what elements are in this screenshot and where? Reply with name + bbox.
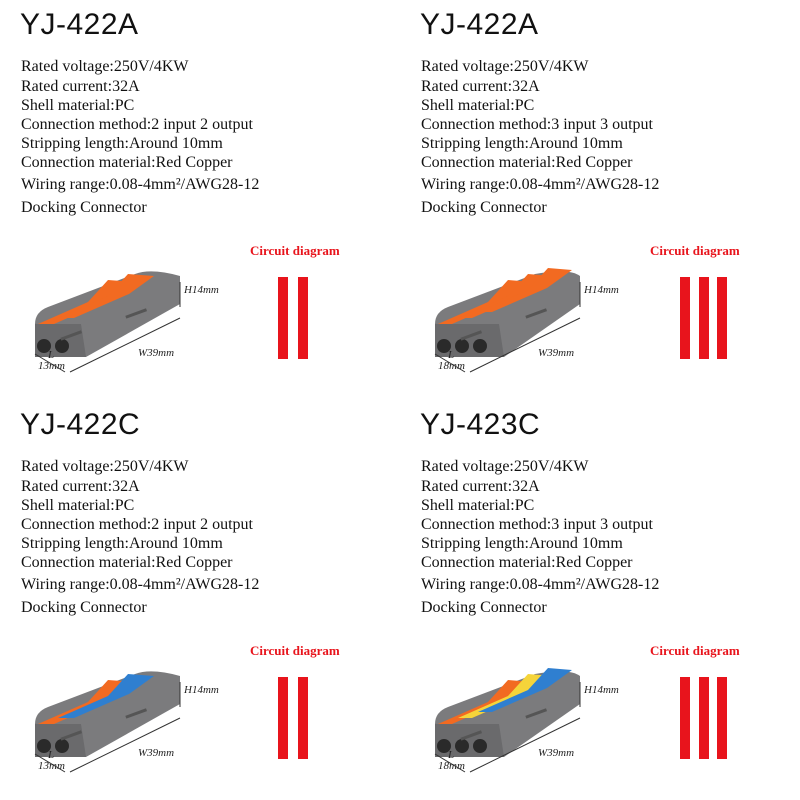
circuit-line xyxy=(680,277,690,359)
spec-line: Stripping length:Around 10mm xyxy=(21,135,223,152)
model-title: YJ-423C xyxy=(420,408,541,441)
width-label: W39mm xyxy=(538,347,575,359)
spec-line: Connection material:Red Copper xyxy=(421,154,633,171)
height-label: H14mm xyxy=(584,284,619,296)
spec-line: Rated current:32A xyxy=(21,478,140,495)
height-label: H14mm xyxy=(584,684,619,696)
model-title: YJ-422C xyxy=(20,408,141,441)
model-title: YJ-422A xyxy=(420,8,539,41)
circuit-line xyxy=(717,677,727,759)
length-label: L xyxy=(48,349,55,361)
spec-line: Stripping length:Around 10mm xyxy=(421,535,623,552)
spec-line: Connection method:3 input 3 output xyxy=(421,116,653,133)
circuit-diagram-label: Circuit diagram xyxy=(650,243,740,258)
spec-line: Docking Connector xyxy=(421,599,547,616)
circuit-line xyxy=(717,277,727,359)
spec-line: Connection material:Red Copper xyxy=(21,554,233,571)
spec-line: Shell material:PC xyxy=(21,497,135,514)
circuit-line xyxy=(699,677,709,759)
length-label: L xyxy=(448,749,455,761)
spec-line: Rated voltage:250V/4KW xyxy=(421,58,589,75)
height-label: H14mm xyxy=(184,684,219,696)
length-value: 13mm xyxy=(38,760,65,772)
circuit-line xyxy=(680,677,690,759)
length-value: 18mm xyxy=(438,360,465,372)
spec-line: Wiring range:0.08-4mm²/AWG28-12 xyxy=(421,576,660,593)
spec-line: Stripping length:Around 10mm xyxy=(421,135,623,152)
spec-line: Rated current:32A xyxy=(21,78,140,95)
circuit-line xyxy=(298,277,308,359)
product-panel xyxy=(400,400,800,800)
circuit-line xyxy=(278,677,288,759)
spec-line: Stripping length:Around 10mm xyxy=(21,535,223,552)
circuit-diagram-label: Circuit diagram xyxy=(650,643,740,658)
length-value: 13mm xyxy=(38,360,65,372)
wire-hole xyxy=(455,339,469,353)
wire-hole xyxy=(473,739,487,753)
circuit-line xyxy=(699,277,709,359)
spec-line: Shell material:PC xyxy=(21,97,135,114)
spec-line: Wiring range:0.08-4mm²/AWG28-12 xyxy=(421,176,660,193)
product-panel xyxy=(400,0,800,400)
spec-line: Connection method:3 input 3 output xyxy=(421,516,653,533)
spec-line: Rated voltage:250V/4KW xyxy=(21,458,189,475)
spec-line: Rated current:32A xyxy=(421,78,540,95)
spec-line: Connection material:Red Copper xyxy=(21,154,233,171)
spec-line: Wiring range:0.08-4mm²/AWG28-12 xyxy=(21,576,260,593)
spec-line: Connection material:Red Copper xyxy=(421,554,633,571)
model-title: YJ-422A xyxy=(20,8,139,41)
circuit-line xyxy=(278,277,288,359)
spec-line: Wiring range:0.08-4mm²/AWG28-12 xyxy=(21,176,260,193)
wire-hole xyxy=(455,739,469,753)
spec-line: Docking Connector xyxy=(21,199,147,216)
spec-line: Rated voltage:250V/4KW xyxy=(21,58,189,75)
circuit-diagram-label: Circuit diagram xyxy=(250,643,340,658)
circuit-line xyxy=(298,677,308,759)
spec-line: Docking Connector xyxy=(421,199,547,216)
spec-line: Connection method:2 input 2 output xyxy=(21,516,253,533)
wire-hole xyxy=(55,739,69,753)
circuit-diagram-label: Circuit diagram xyxy=(250,243,340,258)
wire-hole xyxy=(55,339,69,353)
spec-line: Shell material:PC xyxy=(421,97,535,114)
length-value: 18mm xyxy=(438,760,465,772)
wire-hole xyxy=(473,339,487,353)
height-label: H14mm xyxy=(184,284,219,296)
spec-line: Rated voltage:250V/4KW xyxy=(421,458,589,475)
width-label: W39mm xyxy=(138,347,175,359)
product-panel xyxy=(0,0,400,400)
length-label: L xyxy=(448,349,455,361)
spec-line: Connection method:2 input 2 output xyxy=(21,116,253,133)
spec-line: Docking Connector xyxy=(21,599,147,616)
spec-line: Rated current:32A xyxy=(421,478,540,495)
width-label: W39mm xyxy=(138,747,175,759)
width-label: W39mm xyxy=(538,747,575,759)
product-panel xyxy=(0,400,400,800)
spec-line: Shell material:PC xyxy=(421,497,535,514)
length-label: L xyxy=(48,749,55,761)
